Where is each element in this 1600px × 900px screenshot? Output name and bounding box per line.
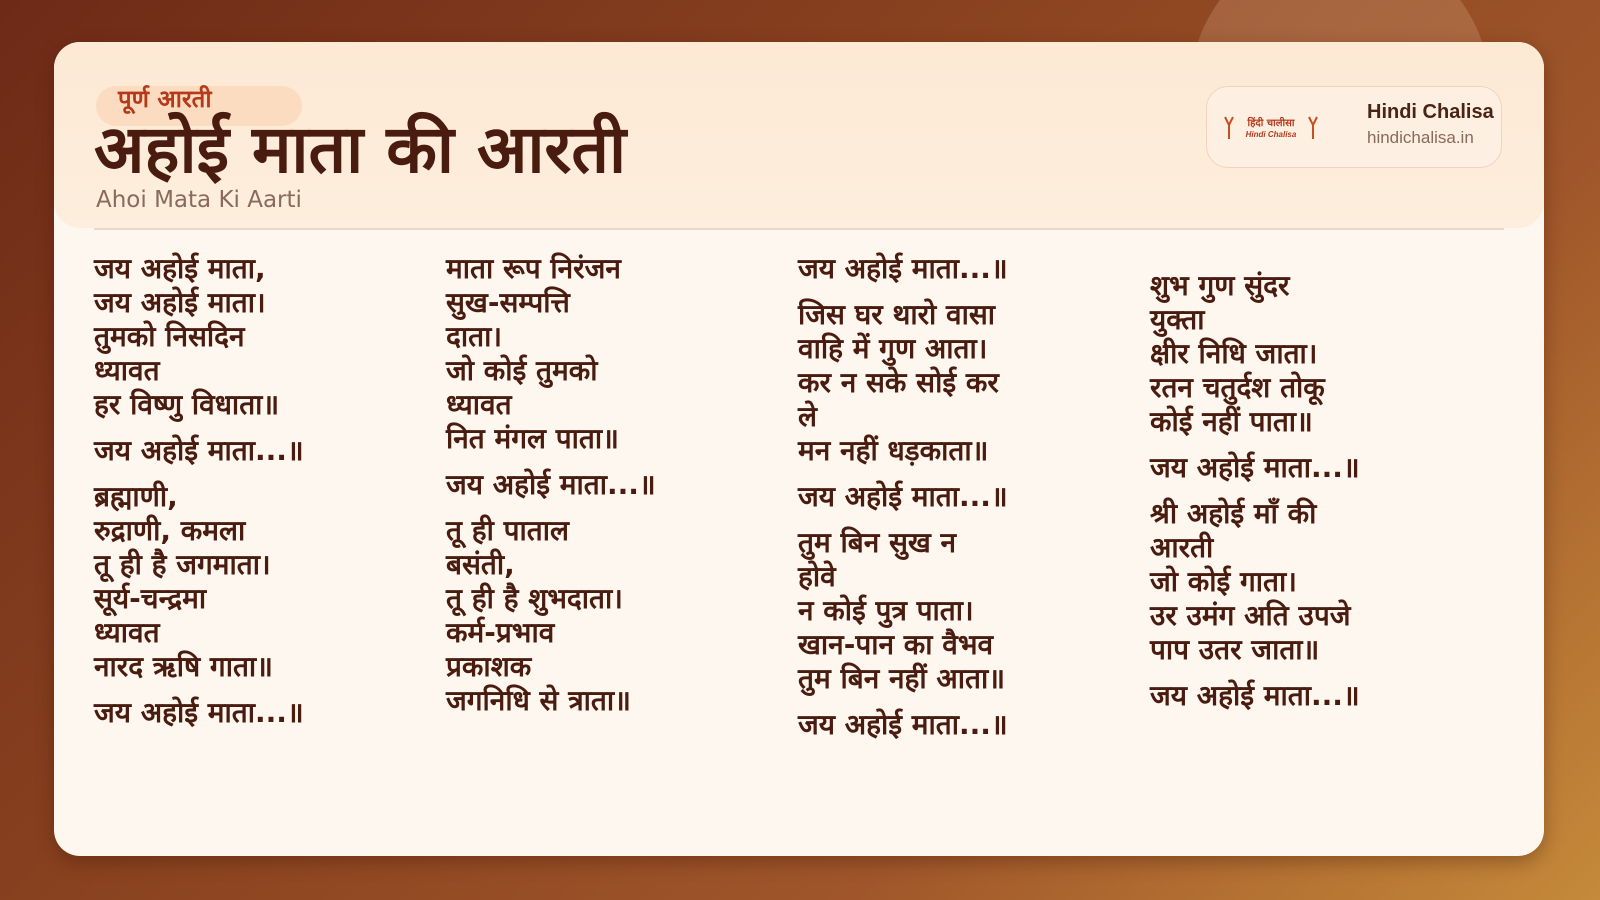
stanza: माता रूप निरंजन सुख-सम्पत्ति दाता। जो कोई तुमको ध्यावत नित मंगल पाता॥ <box>446 252 621 455</box>
verse-column-2 <box>446 252 776 730</box>
page-title: अहोई माता की आरती <box>94 111 627 188</box>
refrain: जय अहोई माता...॥ <box>798 252 1008 285</box>
brand-box[interactable] <box>1206 86 1502 168</box>
stanza: जय अहोई माता, जय अहोई माता। तुमको निसदिन ध्यावत हर विष्णु विधाता॥ <box>94 252 280 421</box>
brand-logo-text-hi: हिंदी चालीसा <box>1247 118 1295 129</box>
refrain: जय अहोई माता...॥ <box>1150 451 1360 484</box>
stanza: शुभ गुण सुंदर युक्ता क्षीर निधि जाता। रतन चतुर्दश तोकू कोई नहीं पाता॥ <box>1150 269 1325 438</box>
header-divider <box>94 228 1504 230</box>
stanza: श्री अहोई माँ की आरती जो कोई गाता। उर उमंग अति उपजे पाप उतर जाता॥ <box>1150 497 1351 666</box>
verse-column-3 <box>798 252 1128 754</box>
stanza: तू ही पाताल बसंती, तू ही है शुभदाता। कर्म-प्रभाव प्रकाशक जगनिधि से त्राता॥ <box>446 514 631 717</box>
refrain: जय अहोई माता...॥ <box>446 468 656 501</box>
refrain: जय अहोई माता...॥ <box>798 480 1008 513</box>
category-badge-label: पूर्ण आरती <box>118 85 212 113</box>
refrain: जय अहोई माता...॥ <box>798 708 1008 741</box>
brand-logo <box>1221 111 1321 145</box>
stanza: ब्रह्माणी, रुद्राणी, कमला तू ही है जगमाता। सूर्य-चन्द्रमा ध्यावत नारद ऋषि गाता॥ <box>94 480 273 683</box>
brand-logo-text-en: Hindi Chalisa <box>1245 130 1297 139</box>
brand-name: Hindi Chalisa <box>1367 101 1494 123</box>
refrain: जय अहोई माता...॥ <box>94 696 304 729</box>
page-subtitle: Ahoi Mata Ki Aarti <box>96 187 302 213</box>
brand-url[interactable]: hindichalisa.in <box>1367 128 1474 147</box>
stanza: तुम बिन सुख न होवे न कोई पुत्र पाता। खान-पान का वैभव तुम बिन नहीं आता॥ <box>798 526 1005 695</box>
verse-column-4 <box>1150 269 1480 725</box>
stanza: जिस घर थारो वासा वाहि में गुण आता। कर न सके सोई कर ले मन नहीं धड़काता॥ <box>798 298 999 467</box>
verse-column-1 <box>94 252 424 742</box>
aarti-card <box>54 42 1544 856</box>
refrain: जय अहोई माता...॥ <box>94 434 304 467</box>
refrain: जय अहोई माता...॥ <box>1150 679 1360 712</box>
